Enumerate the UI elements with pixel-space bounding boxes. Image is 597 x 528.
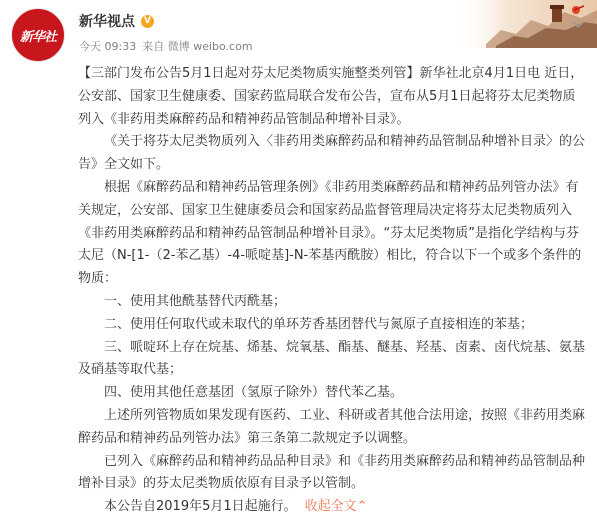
author-row (79, 11, 154, 31)
post-time[interactable]: 今天 09:33 (79, 40, 137, 53)
condition-2: 二、使用任何取代或未取代的单环芳香基团替代与氮原子直接相连的苯基； (104, 316, 534, 332)
verified-icon: V (141, 15, 154, 28)
intro-text: 新华社北京4月1日电 近日，公安部、国家卫生健康委、国家药监局联合发布公告，宣布从5月1日起将芬太尼类物质列入《非药用类麻醉药品和精神药品管制品种增补目录》。 (78, 66, 584, 127)
paragraph-3: 上述所列管物质如果发现有医药、工业、科研或者其他合法用途，按照《非药用类麻醉药品和精神药品列管办法》第三条第二款规定予以调整。 (78, 407, 586, 446)
effective-date-text: 本公告自2019年5月1日起施行。 (104, 499, 297, 515)
paragraph-1: 《关于将芬太尼类物质列入〈非药用类麻醉药品和精神药品管制品种增补目录〉的公告》全文如下。 (78, 134, 586, 173)
collapse-up-icon: ⌃ (356, 499, 368, 515)
post-meta (79, 38, 253, 54)
paragraph-4: 已列入《麻醉药品和精神药品品种目录》和《非药用类麻醉药品和精神药品管制品种增补目录》的芬太尼类物质依原有目录予以管制。 (78, 453, 586, 492)
condition-4: 四、使用其他任意基团（氢原子除外）替代苯乙基。 (104, 385, 404, 401)
source-link[interactable]: 微博 weibo.com (167, 40, 253, 53)
collapse-label: 收起全文 (304, 499, 357, 515)
chevron-down-icon[interactable] (571, 20, 585, 30)
avatar-text: 新华社 (19, 29, 56, 45)
condition-3: 三、哌啶环上存在烷基、烯基、烷氧基、酯基、醚基、羟基、卤素、卤代烷基、氨基及硝基等取代基； (78, 339, 586, 378)
avatar[interactable] (11, 8, 65, 62)
post-headline: 【三部门发布公告5月1日起对芬太尼类物质实施整类列管】 (78, 66, 420, 81)
post-intro (78, 63, 588, 131)
post-content (78, 63, 588, 519)
paragraph-2: 根据《麻醉药品和精神药品管理条例》《非药用类麻醉药品和精神药品列管办法》有关规定，公安部、国家卫生健康委员会和国家药品监督管理局决定将芬太尼类物质列入《非药用类麻醉药品和精神药品管制品种增补目录》。“芬太尼类物质”是指化学结构与芬太尼（N-[1-（2-苯乙基）-4-哌啶基]-N-苯基丙酰胺）相比，符合以下一个或多个条件的物质： (78, 179, 582, 287)
collapse-button[interactable] (305, 499, 368, 514)
author-name[interactable]: 新华视点 (79, 14, 135, 30)
source-prefix: 来自 (142, 40, 165, 53)
condition-1: 一、使用其他酰基替代丙酰基； (104, 293, 287, 309)
paragraph-5 (78, 496, 588, 519)
